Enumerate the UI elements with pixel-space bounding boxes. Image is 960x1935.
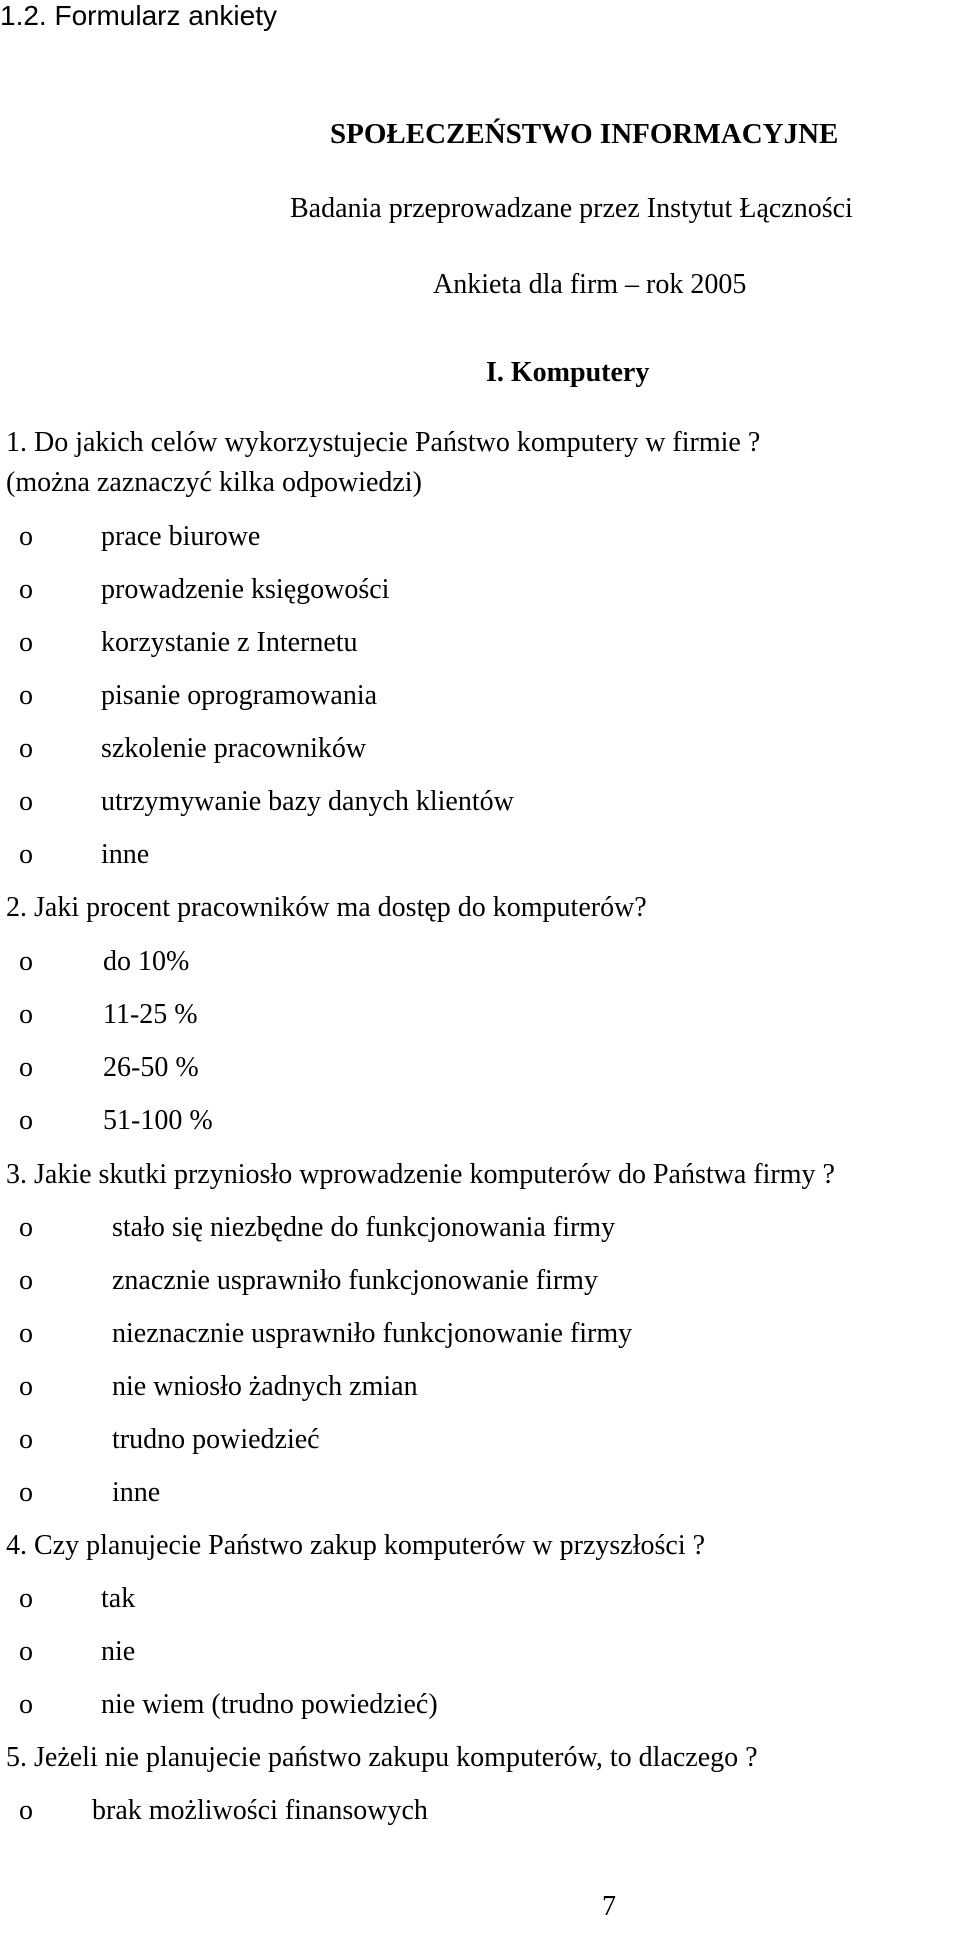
option-label: tak	[101, 1583, 136, 1614]
option-bullet: o	[19, 627, 33, 658]
question-5: 5. Jeżeli nie planujecie państwo zakupu komputerów, to dlaczego ?	[6, 1742, 758, 1773]
option-label: pisanie oprogramowania	[101, 680, 378, 711]
option-label: inne	[101, 839, 150, 870]
option-bullet: o	[19, 1318, 33, 1349]
option-bullet: o	[19, 786, 33, 817]
option-bullet: o	[19, 1424, 33, 1455]
option-bullet: o	[19, 1265, 33, 1296]
option-bullet: o	[19, 1795, 33, 1826]
option-bullet: o	[19, 680, 33, 711]
survey-year-line: Ankieta dla firm – rok 2005	[433, 269, 747, 300]
option-bullet: o	[19, 1212, 33, 1243]
question-1-hint: (można zaznaczyć kilka odpowiedzi)	[6, 467, 422, 498]
option-bullet: o	[19, 521, 33, 552]
option-bullet: o	[19, 1371, 33, 1402]
question-1: 1. Do jakich celów wykorzystujecie Państwo komputery w firmie ?	[6, 427, 761, 458]
option-label: 11-25 %	[103, 999, 198, 1030]
option-label: nie	[101, 1636, 136, 1667]
option-label: prace biurowe	[101, 521, 261, 552]
chapter-heading: I. Komputery	[486, 357, 650, 388]
option-label: do 10%	[103, 946, 190, 977]
option-label: szkolenie pracowników	[101, 733, 367, 764]
survey-title: SPOŁECZEŃSTWO INFORMACYJNE	[330, 118, 839, 150]
option-label: nieznacznie usprawniło funkcjonowanie firmy	[112, 1318, 633, 1349]
option-label: znacznie usprawniło funkcjonowanie firmy	[112, 1265, 598, 1296]
option-label: brak możliwości finansowych	[92, 1795, 428, 1826]
option-label: trudno powiedzieć	[112, 1424, 320, 1455]
option-label: korzystanie z Internetu	[101, 627, 358, 658]
option-bullet: o	[19, 1689, 33, 1720]
question-2: 2. Jaki procent pracowników ma dostęp do komputerów?	[6, 892, 647, 923]
option-bullet: o	[19, 574, 33, 605]
option-bullet: o	[19, 1477, 33, 1508]
option-label: inne	[112, 1477, 161, 1508]
option-bullet: o	[19, 999, 33, 1030]
option-label: 51-100 %	[103, 1105, 213, 1136]
page-number: 7	[602, 1891, 616, 1922]
option-bullet: o	[19, 839, 33, 870]
option-label: prowadzenie księgowości	[101, 574, 390, 605]
option-bullet: o	[19, 946, 33, 977]
question-3: 3. Jakie skutki przyniosło wprowadzenie komputerów do Państwa firmy ?	[6, 1159, 835, 1190]
option-label: 26-50 %	[103, 1052, 199, 1083]
question-4: 4. Czy planujecie Państwo zakup komputerów w przyszłości ?	[6, 1530, 706, 1561]
option-label: nie wiem (trudno powiedzieć)	[101, 1689, 438, 1720]
option-bullet: o	[19, 1583, 33, 1614]
survey-subtitle: Badania przeprowadzane przez Instytut Łączności	[290, 193, 853, 224]
section-label: 1.2. Formularz ankiety	[0, 0, 277, 31]
option-bullet: o	[19, 1105, 33, 1136]
option-bullet: o	[19, 1052, 33, 1083]
option-bullet: o	[19, 733, 33, 764]
option-label: utrzymywanie bazy danych klientów	[101, 786, 514, 817]
option-bullet: o	[19, 1636, 33, 1667]
option-label: stało się niezbędne do funkcjonowania firmy	[112, 1212, 616, 1243]
option-label: nie wniosło żadnych zmian	[112, 1371, 418, 1402]
